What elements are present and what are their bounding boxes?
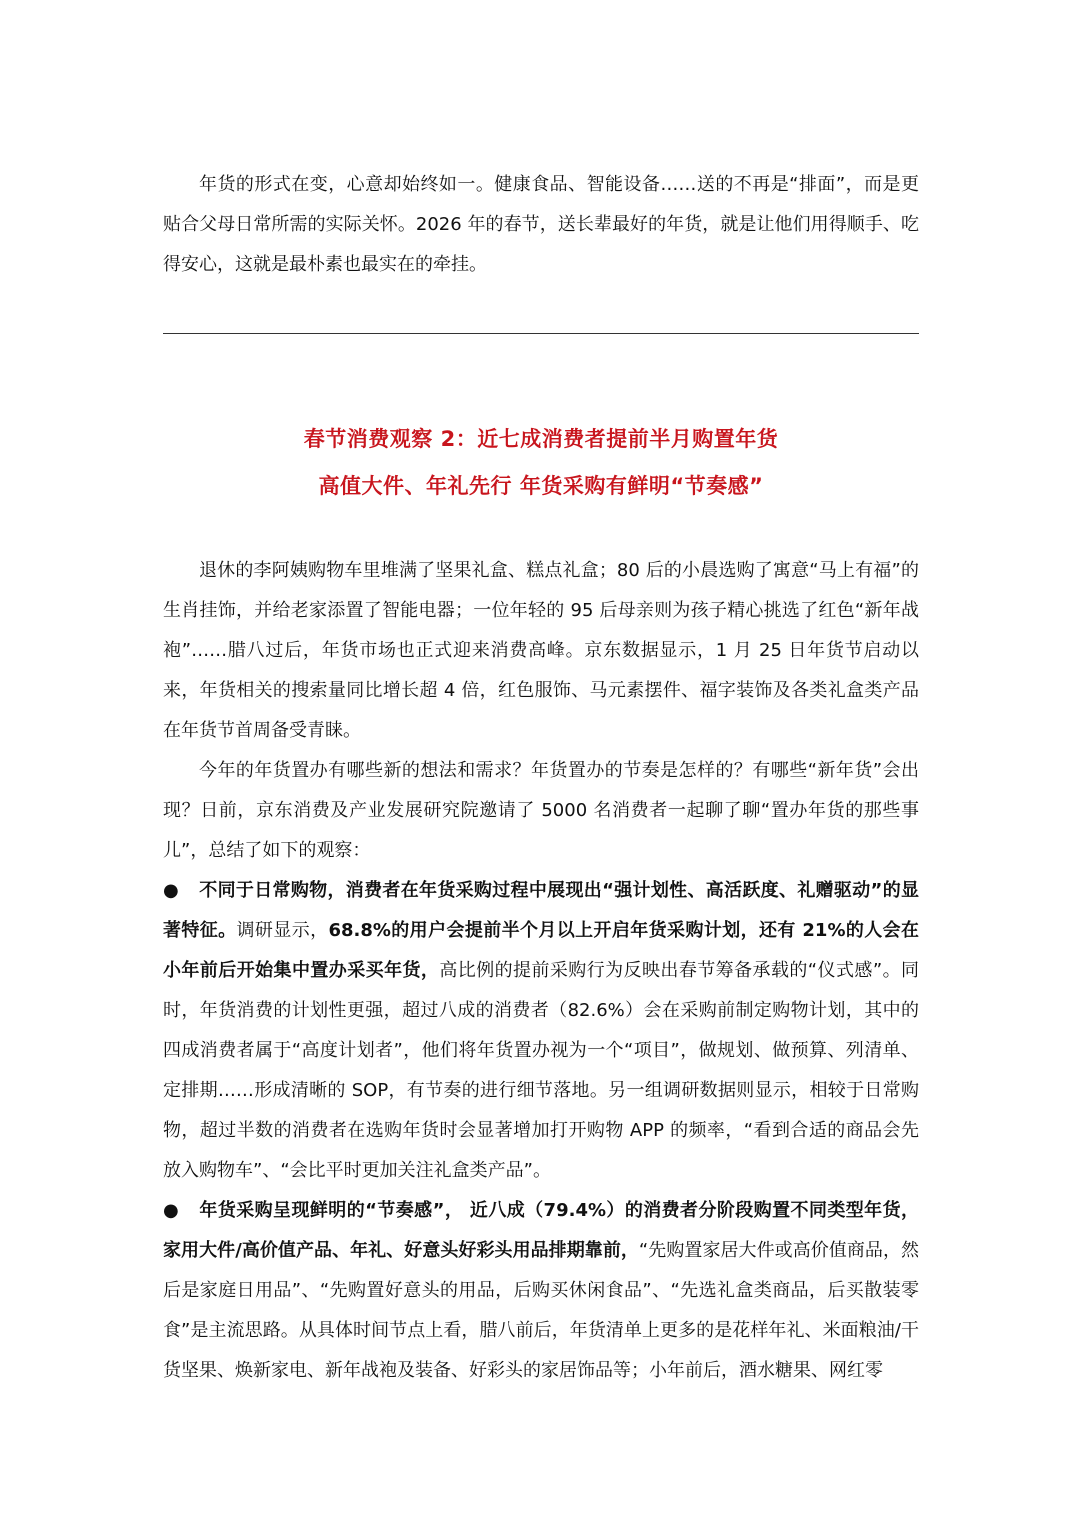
- body-paragraph-1: 退休的李阿姨购物车里堆满了坚果礼盒、糕点礼盒；80 后的小晨选购了寓意“马上有福”的生肖挂饰，并给老家添置了智能电器；一位年轻的 95 后母亲则为孩子精心挑选了红色“新年战袍”……腊八过后，年货市场也正式迎来消费高峰。京东数据显示，1 月 25 日年货节启动以来，年货相关的搜索量同比增长超 4 倍，红色服饰、马元素摆件、福字装饰及各类礼盒类产品在年货节首周备受青睐。: [163, 560, 919, 741]
- section-divider: [163, 333, 919, 334]
- bullet-1-text-1: 调研显示，: [236, 920, 329, 941]
- bullet-dot-icon: ●: [163, 880, 179, 901]
- bullet-paragraph-1: [163, 871, 919, 1191]
- intro-paragraph: 年货的形式在变，心意却始终如一。健康食品、智能设备……送的不再是“排面”，而是更贴合父母日常所需的实际关怀。2026 年的春节，送长辈最好的年货，就是让他们用得顺手、吃得安心，这就是最朴素也最实在的牵挂。: [163, 174, 919, 275]
- document-page: [163, 0, 919, 1527]
- bullet-2-bold-1: 年货采购呈现鲜明的“节奏感”， 近八成（79.4%）的消费者分阶段购置不同类型年货，家用大件/高价值产品、年礼、好意头好彩头用品排期靠前，: [163, 1200, 919, 1261]
- bullet-paragraph-2: [163, 1191, 919, 1391]
- bullet-1-bold-2: 68.8%的用户会提前半个月以上开启年货采购计划，还有 21%的人会在小年前后开始集中置办采买年货，: [163, 920, 920, 981]
- bullet-1-text-2: 高比例的提前采购行为反映出春节筹备承载的“仪式感”。同时，年货消费的计划性更强，超过八成的消费者（82.6%）会在采购前制定购物计划，其中的四成消费者属于“高度计划者”，他们将年货置办视为一个“项目”，做规划、做预算、列清单、定排期……形成清晰的 SOP，有节奏的进行细节落地。另一组调研数据则显示，相较于日常购物，超过半数的消费者在选购年货时会显著增加打开购物 APP 的频率，“看到合适的商品会先放入购物车”、“会比平时更加关注礼盒类产品”。: [163, 960, 919, 1181]
- bullet-dot-icon: ●: [163, 1200, 179, 1221]
- article-body: [163, 551, 919, 1391]
- section-heading-line-1: 春节消费观察 2：近七成消费者提前半月购置年货: [303, 427, 779, 451]
- body-paragraph-2: 今年的年货置办有哪些新的想法和需求？年货置办的节奏是怎样的？有哪些“新年货”会出现？日前，京东消费及产业发展研究院邀请了 5000 名消费者一起聊了聊“置办年货的那些事儿”，总结了如下的观察：: [163, 760, 919, 861]
- bullet-2-text-1: “先购置家居大件或高价值商品，然后是家庭日用品”、“先购置好意头的用品，后购买休闲食品”、“先选礼盒类商品，后买散装零食”是主流思路。从具体时间节点上看，腊八前后，年货清单上更多的是花样年礼、米面粮油/干货坚果、焕新家电、新年战袍及装备、好彩头的家居饰品等；小年前后，酒水糖果、网红零: [163, 1240, 919, 1381]
- section-heading-line-2: 高值大件、年礼先行 年货采购有鲜明“节奏感”: [318, 474, 764, 498]
- bullet-1-bold-1: 不同于日常购物，消费者在年货采购过程中展现出“强计划性、高活跃度、礼赠驱动”的显著特征。: [163, 880, 919, 941]
